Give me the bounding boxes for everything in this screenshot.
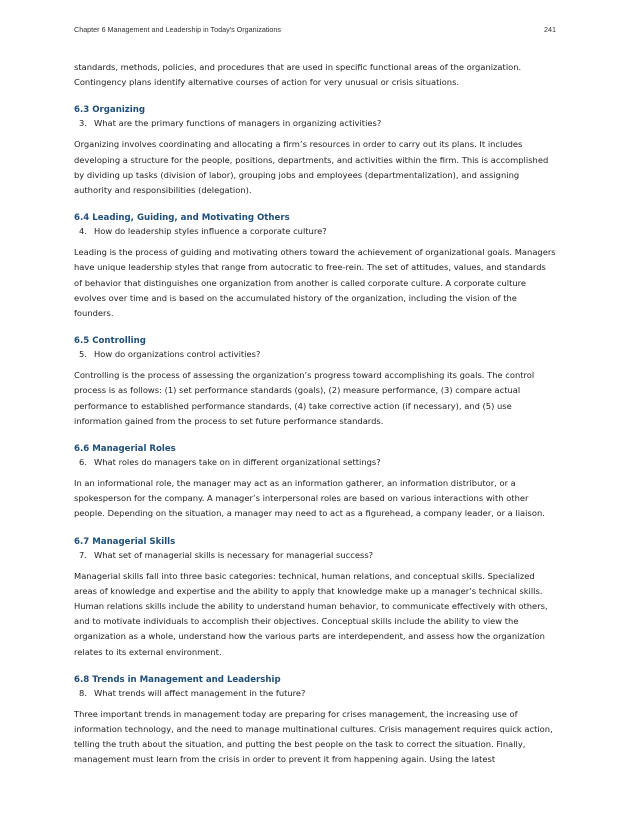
review-question <box>74 348 556 361</box>
question-number: 8. <box>79 687 87 698</box>
question-number: 4. <box>79 226 87 237</box>
question-text: What are the primary functions of managers in organizing activities? <box>94 118 382 129</box>
question-number: 3. <box>79 118 87 129</box>
question-text: How do organizations control activities? <box>94 349 261 360</box>
review-question <box>74 549 556 562</box>
review-question <box>74 117 556 130</box>
section-6-3 <box>74 104 556 198</box>
section-title: 6.3 Organizing <box>74 105 145 116</box>
chapter-title: Chapter 6 Management and Leadership in Today's Organizations <box>74 25 282 34</box>
section-title: 6.6 Managerial Roles <box>74 444 176 455</box>
review-question <box>74 456 556 469</box>
section-title: 6.7 Managerial Skills <box>74 536 176 547</box>
section-paragraph: In an informational role, the manager may act as an information gatherer, an information distributor, or a spokesperson for the company. A manager’s interpersonal roles are based on various interactions with other people. Depending on the situation, a manager may need to act as a figurehead, a company leader, or a liaison. <box>74 478 545 519</box>
section-paragraph: Organizing involves coordinating and allocating a firm’s resources in order to carry out its plans. It includes developing a structure for the people, positions, departments, and activities within the firm. This is accomplished by dividing up tasks (division of labor), grouping jobs and employees (departmentalization), and assigning authority and responsibilities (delegation). <box>74 139 549 196</box>
section-paragraph: Three important trends in management today are preparing for crises management, the increasing use of information technology, and the need to manage multinational cultures. Crisis management requires quick action, telling the truth about the situation, and putting the best people on the task to correct the situation. Finally, management must learn from the crisis in order to prevent it from happening again. Using the latest <box>74 708 553 765</box>
page-number: 241 <box>544 25 556 34</box>
section-paragraph: Managerial skills fall into three basic categories: technical, human relations, and conceptual skills. Specialized areas of knowledge and expertise and the ability to apply that knowledge make up a manager’s technical skills. Human relations skills include the ability to understand human behavior, to communicate effectively with others, and to motivate individuals to accomplish their objectives. Conceptual skills include the ability to view the organization as a whole, understand how the various parts are interdependent, and assess how the organization relates to its external environment. <box>74 570 548 657</box>
section-title: 6.8 Trends in Management and Leadership <box>74 674 281 685</box>
question-text: What trends will affect management in the future? <box>94 687 306 698</box>
page-content <box>74 60 556 779</box>
section-6-8 <box>74 674 556 768</box>
question-number: 5. <box>79 349 87 360</box>
intro-paragraph: standards, methods, policies, and procedures that are used in specific functional areas of the organization. Contingency plans identify alternative courses of action for very unusual or crisis situations. <box>74 62 522 88</box>
question-number: 7. <box>79 549 87 560</box>
question-text: What roles do managers take on in different organizational settings? <box>94 457 381 468</box>
section-title: 6.4 Leading, Guiding, and Motivating Others <box>74 213 290 224</box>
review-question <box>74 225 556 238</box>
section-paragraph: Leading is the process of guiding and motivating others toward the achievement of organizational goals. Managers have unique leadership styles that range from autocratic to free-rein. The set of attitudes, values, and standards of behavior that distinguishes one organization from another is called corporate culture. A corporate culture evolves over time and is based on the accumulated history of the organization, including the vision of the founders. <box>74 247 556 319</box>
question-text: How do leadership styles influence a corporate culture? <box>94 226 327 237</box>
section-title: 6.5 Controlling <box>74 336 146 347</box>
question-number: 6. <box>79 457 87 468</box>
section-paragraph: Controlling is the process of assessing the organization’s progress toward accomplishing its goals. The control process is as follows: (1) set performance standards (goals), (2) measure performance, (3) compare actual performance to established performance standards, (4) take corrective action (if necessary), and (5) use information gained from the process to set future performance standards. <box>74 370 535 426</box>
question-text: What set of managerial skills is necessary for managerial success? <box>94 549 374 560</box>
section-6-7 <box>74 536 556 660</box>
section-6-6 <box>74 443 556 522</box>
section-6-4 <box>74 212 556 321</box>
section-6-5 <box>74 335 556 429</box>
review-question <box>74 687 556 700</box>
